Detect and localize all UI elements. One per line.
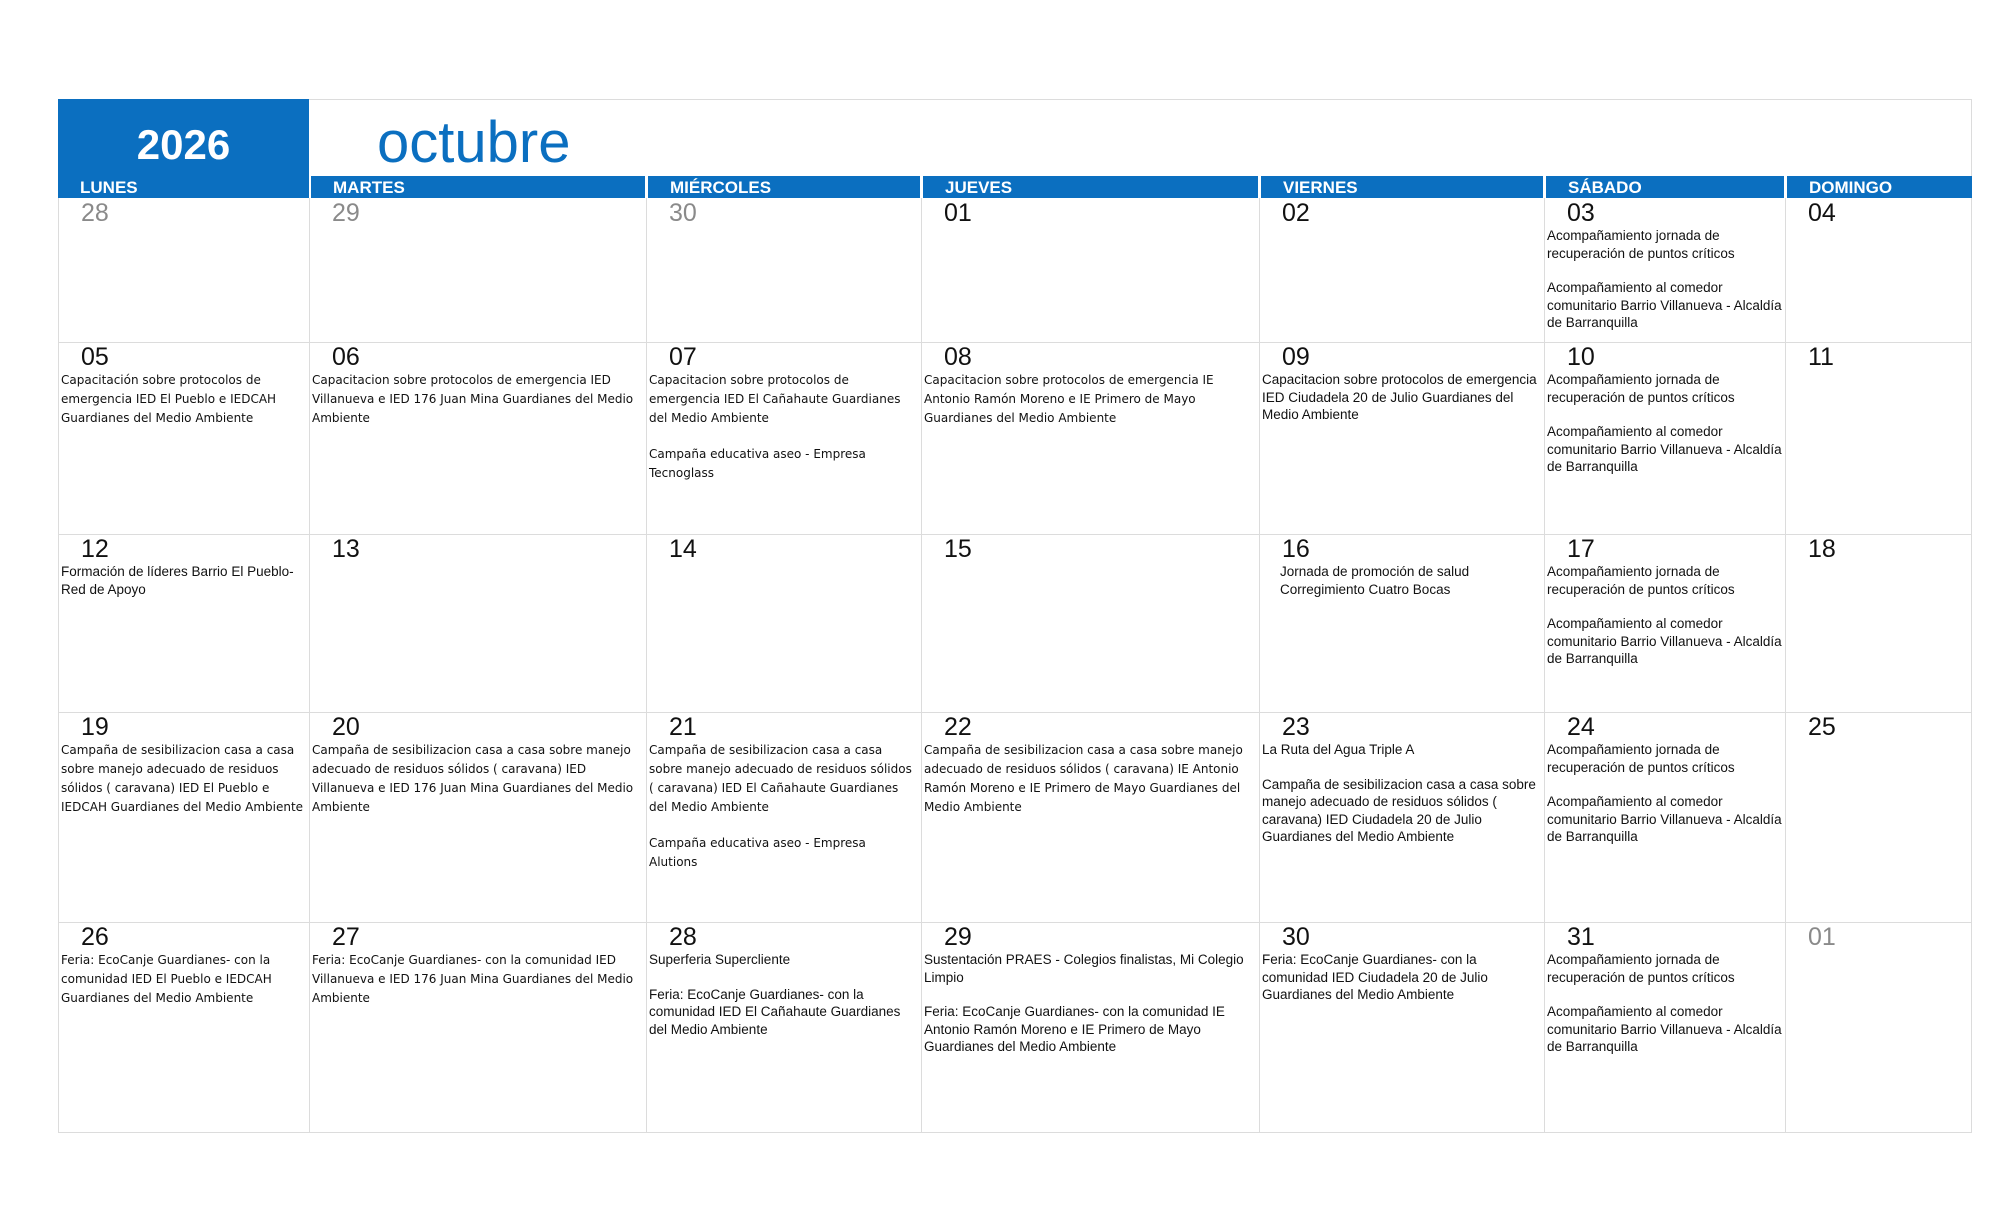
event-text: Campaña de sesibilizacion casa a casa sobre manejo adecuado de residuos sólidos ( caravana) IED El Pueblo e IEDCAH Guardianes del Medio Ambiente — [61, 743, 304, 814]
day-number: 30 — [1282, 923, 1310, 951]
day-cell[interactable] — [1786, 199, 1971, 341]
day-number: 16 — [1282, 535, 1310, 563]
event-text: Superferia Supercliente — [649, 952, 791, 967]
day-cell[interactable] — [647, 343, 920, 533]
day-number: 25 — [1808, 713, 1836, 741]
event-text: Campaña de sesibilizacion casa a casa sobre manejo adecuado de residuos sólidos ( caravana) IED El Cañahaute Guardianes del Medio Ambiente — [649, 743, 912, 814]
day-number: 28 — [81, 199, 109, 227]
day-cell[interactable] — [59, 713, 308, 921]
day-number: 02 — [1282, 199, 1310, 227]
day-cell[interactable] — [922, 713, 1258, 921]
event-text: Acompañamiento jornada de recuperación de puntos críticos — [1547, 228, 1735, 261]
day-number: 21 — [669, 713, 697, 741]
day-number: 29 — [332, 199, 360, 227]
day-cell[interactable] — [59, 199, 308, 341]
event-text: Feria: EcoCanje Guardianes- con la comunidad IED Ciudadela 20 de Julio Guardianes del Medio Ambiente — [1262, 952, 1488, 1002]
weekday-header-miércoles: MIÉRCOLES — [648, 176, 920, 198]
event-text: Acompañamiento jornada de recuperación de puntos críticos — [1547, 372, 1735, 405]
day-cell[interactable] — [1260, 343, 1543, 533]
weekday-header-jueves: JUEVES — [923, 176, 1258, 198]
day-cell[interactable] — [647, 923, 920, 1132]
day-number: 19 — [81, 713, 109, 741]
day-cell[interactable] — [647, 199, 920, 341]
day-cell[interactable] — [310, 923, 645, 1132]
day-number: 10 — [1567, 343, 1595, 371]
day-cell[interactable] — [1545, 713, 1784, 921]
weekday-header-viernes: VIERNES — [1261, 176, 1543, 198]
day-number: 08 — [944, 343, 972, 371]
event-text: Formación de líderes Barrio El Pueblo- Red de Apoyo — [61, 564, 294, 597]
weekday-header-lunes: LUNES — [58, 176, 308, 198]
day-number: 12 — [81, 535, 109, 563]
day-number: 09 — [1282, 343, 1310, 371]
event-text: Acompañamiento al comedor comunitario Barrio Villanueva - Alcaldía de Barranquilla — [1547, 1004, 1782, 1054]
day-number: 04 — [1808, 199, 1836, 227]
day-cell[interactable] — [1545, 343, 1784, 533]
event-text: Feria: EcoCanje Guardianes- con la comunidad IED El Cañahaute Guardianes del Medio Ambiente — [649, 986, 901, 1037]
day-cell[interactable] — [1260, 535, 1543, 711]
day-number: 17 — [1567, 535, 1595, 563]
day-number: 01 — [944, 199, 972, 227]
day-number: 27 — [332, 923, 360, 951]
day-number: 22 — [944, 713, 972, 741]
event-text: Campaña de sesibilizacion casa a casa sobre manejo adecuado de residuos sólidos ( caravana) IED Ciudadela 20 de Julio Guardianes del Medio Ambiente — [1262, 776, 1536, 844]
event-text: Feria: EcoCanje Guardianes- con la comunidad IE Antonio Ramón Moreno e IE Primero de Mayo Guardianes del Medio Ambiente — [924, 1004, 1225, 1054]
day-cell[interactable] — [310, 199, 645, 341]
event-text: Capacitacion sobre protocolos de emergencia IED Ciudadela 20 de Julio Guardianes del Medio Ambiente — [1262, 372, 1537, 422]
event-text: Capacitacion sobre protocolos de emergencia IED Villanueva e IED 176 Juan Mina Guardianes del Medio Ambiente — [312, 373, 634, 425]
day-cell[interactable] — [922, 535, 1258, 711]
day-number: 18 — [1808, 535, 1836, 563]
day-number: 30 — [669, 199, 697, 227]
event-text: Acompañamiento jornada de recuperación de puntos críticos — [1547, 952, 1735, 985]
event-text: Campaña educativa aseo - Empresa Alutions — [649, 836, 866, 869]
day-number: 15 — [944, 535, 972, 563]
event-text: Feria: EcoCanje Guardianes- con la comunidad IED El Pueblo e IEDCAH Guardianes del Medio Ambiente — [61, 953, 272, 1005]
day-number: 24 — [1567, 713, 1595, 741]
day-number: 01 — [1808, 923, 1836, 951]
day-number: 03 — [1567, 199, 1595, 227]
day-number: 13 — [332, 535, 360, 563]
weekday-header-sábado: SÁBADO — [1546, 176, 1784, 198]
weekday-header-row — [58, 176, 1972, 198]
day-cell[interactable] — [310, 713, 645, 921]
day-cell[interactable] — [1786, 343, 1971, 533]
day-cell[interactable] — [1260, 713, 1543, 921]
event-text: Acompañamiento jornada de recuperación de puntos críticos — [1547, 742, 1735, 775]
day-cell[interactable] — [310, 535, 645, 711]
event-text: Acompañamiento al comedor comunitario Barrio Villanueva - Alcaldía de Barranquilla — [1547, 424, 1782, 474]
day-cell[interactable] — [647, 535, 920, 711]
event-text: Capacitacion sobre protocolos de emergencia IE Antonio Ramón Moreno e IE Primero de Mayo Guardianes del Medio Ambiente — [924, 373, 1214, 425]
day-cell[interactable] — [59, 923, 308, 1132]
day-number: 31 — [1567, 923, 1595, 951]
day-number: 11 — [1808, 343, 1834, 371]
day-cell[interactable] — [1545, 199, 1784, 341]
day-cell[interactable] — [310, 343, 645, 533]
day-cell[interactable] — [1545, 923, 1784, 1132]
event-text: La Ruta del Agua Triple A — [1262, 742, 1415, 757]
day-number: 26 — [81, 923, 109, 951]
day-cell[interactable] — [1260, 199, 1543, 341]
event-text: Acompañamiento al comedor comunitario Barrio Villanueva - Alcaldía de Barranquilla — [1547, 280, 1782, 330]
day-cell[interactable] — [59, 343, 308, 533]
event-text: Campaña de sesibilizacion casa a casa sobre manejo adecuado de residuos sólidos ( caravana) IE Antonio Ramón Moreno e IE Primero de Mayo Guardianes del Medio Ambiente — [924, 743, 1243, 814]
weekday-header-domingo: DOMINGO — [1787, 176, 1972, 198]
day-cell[interactable] — [59, 535, 308, 711]
day-cell[interactable] — [922, 343, 1258, 533]
day-number: 05 — [81, 343, 109, 371]
day-number: 20 — [332, 713, 360, 741]
event-text: Campaña de sesibilizacion casa a casa sobre manejo adecuado de residuos sólidos ( caravana) IED Villanueva e IED 176 Juan Mina Guardianes del Medio Ambiente — [312, 743, 634, 814]
day-cell[interactable] — [1545, 535, 1784, 711]
day-number: 14 — [669, 535, 697, 563]
day-cell[interactable] — [1260, 923, 1543, 1132]
event-text: Capacitación sobre protocolos de emergencia IED El Pueblo e IEDCAH Guardianes del Medio Ambiente — [61, 373, 277, 425]
day-number: 28 — [669, 923, 697, 951]
event-text: Feria: EcoCanje Guardianes- con la comunidad IED Villanueva e IED 176 Juan Mina Guardianes del Medio Ambiente — [312, 953, 634, 1005]
year-label: 2026 — [136, 121, 231, 168]
day-cell[interactable] — [1786, 535, 1971, 711]
day-cell[interactable] — [647, 713, 920, 921]
month-title: octubre — [377, 110, 571, 175]
day-number: 07 — [669, 343, 697, 371]
day-number: 29 — [944, 923, 972, 951]
event-text: Acompañamiento al comedor comunitario Barrio Villanueva - Alcaldía de Barranquilla — [1547, 794, 1782, 844]
event-text: Jornada de promoción de salud Corregimiento Cuatro Bocas — [1280, 564, 1470, 597]
day-cell[interactable] — [1786, 713, 1971, 921]
event-text: Acompañamiento jornada de recuperación de puntos críticos — [1547, 564, 1735, 597]
day-cell[interactable] — [922, 923, 1258, 1132]
event-text: Capacitacion sobre protocolos de emergencia IED El Cañahaute Guardianes del Medio Ambiente — [649, 373, 901, 425]
day-number: 06 — [332, 343, 360, 371]
weekday-header-martes: MARTES — [311, 176, 645, 198]
day-number: 23 — [1282, 713, 1310, 741]
event-text: Acompañamiento al comedor comunitario Barrio Villanueva - Alcaldía de Barranquilla — [1547, 616, 1782, 666]
event-text: Campaña educativa aseo - Empresa Tecnoglass — [649, 447, 866, 480]
day-cell[interactable] — [922, 199, 1258, 341]
event-text: Sustentación PRAES - Colegios finalistas, Mi Colegio Limpio — [924, 952, 1244, 985]
day-cell[interactable] — [1786, 923, 1971, 1132]
